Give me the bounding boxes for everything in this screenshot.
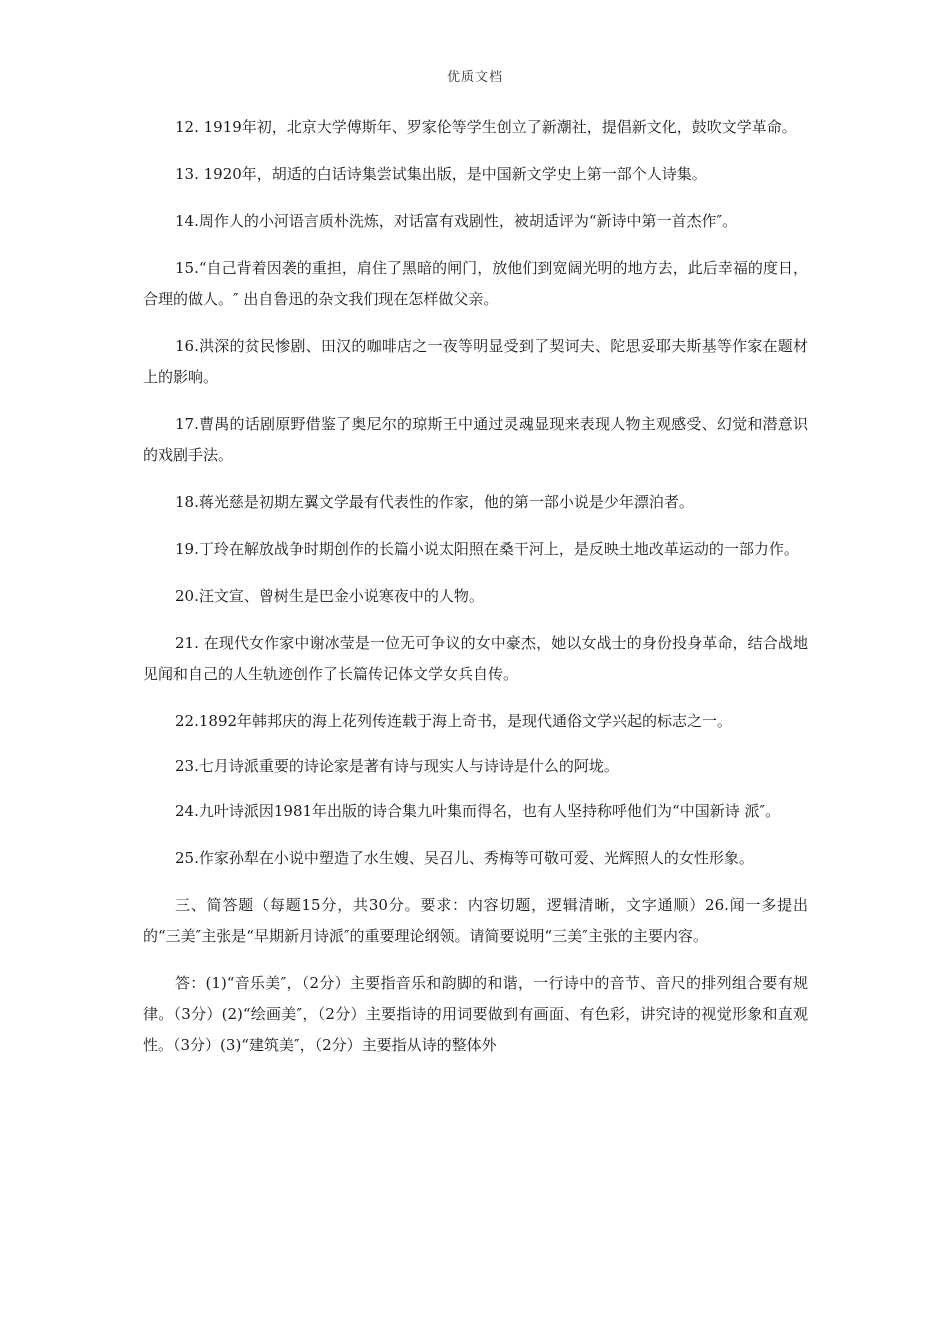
item-18: 18.蒋光慈是初期左翼文学最有代表性的作家，他的第一部小说是少年漂泊者。 bbox=[175, 493, 694, 511]
item-23: 23.七月诗派重要的诗论家是著有诗与现实人与诗诗是什么的阿垅。 bbox=[175, 757, 619, 775]
item-20: 20.汪文宣、曾树生是巴金小说寒夜中的人物。 bbox=[175, 587, 484, 605]
item-12: 12. 1919年初，北京大学傅斯年、罗家伦等学生创立了新潮社，提倡新文化，鼓吹文学革命。 bbox=[175, 118, 797, 136]
item-15: 15.“自己背着因袭的重担，肩住了黑暗的闸门，放他们到宽阔光明的地方去，此后幸福的度日，合理的做人。″ 出自鲁迅的杂文我们现在怎样做父亲。 bbox=[143, 259, 808, 308]
item-25: 25.作家孙犁在小说中塑造了水生嫂、吴召儿、秀梅等可敬可爱、光辉照人的女性形象。 bbox=[175, 849, 754, 867]
item-24: 24.九叶诗派因1981年出版的诗合集九叶集而得名，也有人坚持称呼他们为“中国新诗 派″。 bbox=[175, 802, 781, 820]
item-13: 13. 1920年，胡适的白话诗集尝试集出版，是中国新文学史上第一部个人诗集。 bbox=[175, 165, 707, 183]
item-17: 17.曹禺的话剧原野借鉴了奥尼尔的琼斯王中通过灵魂显现来表现人物主观感受、幻觉和潜意识的戏剧手法。 bbox=[143, 415, 808, 464]
answer-26: 答：(1)“音乐美″，（2分）主要指音乐和韵脚的和谐，一行诗中的音节、音尺的排列组合要有规 律。（3分）(2)“绘画美″，（2分）主要指诗的用词要做到有画面、有色彩，讲究诗的视觉形象和直观性。（3分）(3)“建筑美″，（2分）主要指从诗的整体外 bbox=[143, 974, 808, 1054]
page-header: 优质文档 bbox=[446, 70, 503, 85]
item-21: 21. 在现代女作家中谢冰莹是一位无可争议的女中豪杰，她以女战士的身份投身革命，结合战地见闻和自己的人生轨迹创作了长篇传记体文学女兵自传。 bbox=[143, 634, 808, 683]
document-body bbox=[143, 112, 808, 1077]
item-16: 16.洪深的贫民惨剧、田汉的咖啡店之一夜等明显受到了契诃夫、陀思妥耶夫斯基等作家在题材上的影响。 bbox=[143, 337, 808, 386]
section-3-question-26: 三、简答题（每题15分，共30分。要求：内容切题，逻辑清晰，文字通顺）26.闻一多提出的“三美″主张是“早期新月诗派″的重要理论纲领。请简要说明“三美″主张的主要内容。 bbox=[143, 896, 808, 945]
item-22: 22.1892年韩邦庆的海上花列传连载于海上奇书，是现代通俗文学兴起的标志之一。 bbox=[175, 712, 733, 730]
item-19: 19.丁玲在解放战争时期创作的长篇小说太阳照在桑干河上，是反映土地改革运动的一部力作。 bbox=[175, 540, 799, 558]
item-14: 14.周作人的小河语言质朴洗炼，对话富有戏剧性，被胡适评为“新诗中第一首杰作″。 bbox=[175, 212, 738, 230]
